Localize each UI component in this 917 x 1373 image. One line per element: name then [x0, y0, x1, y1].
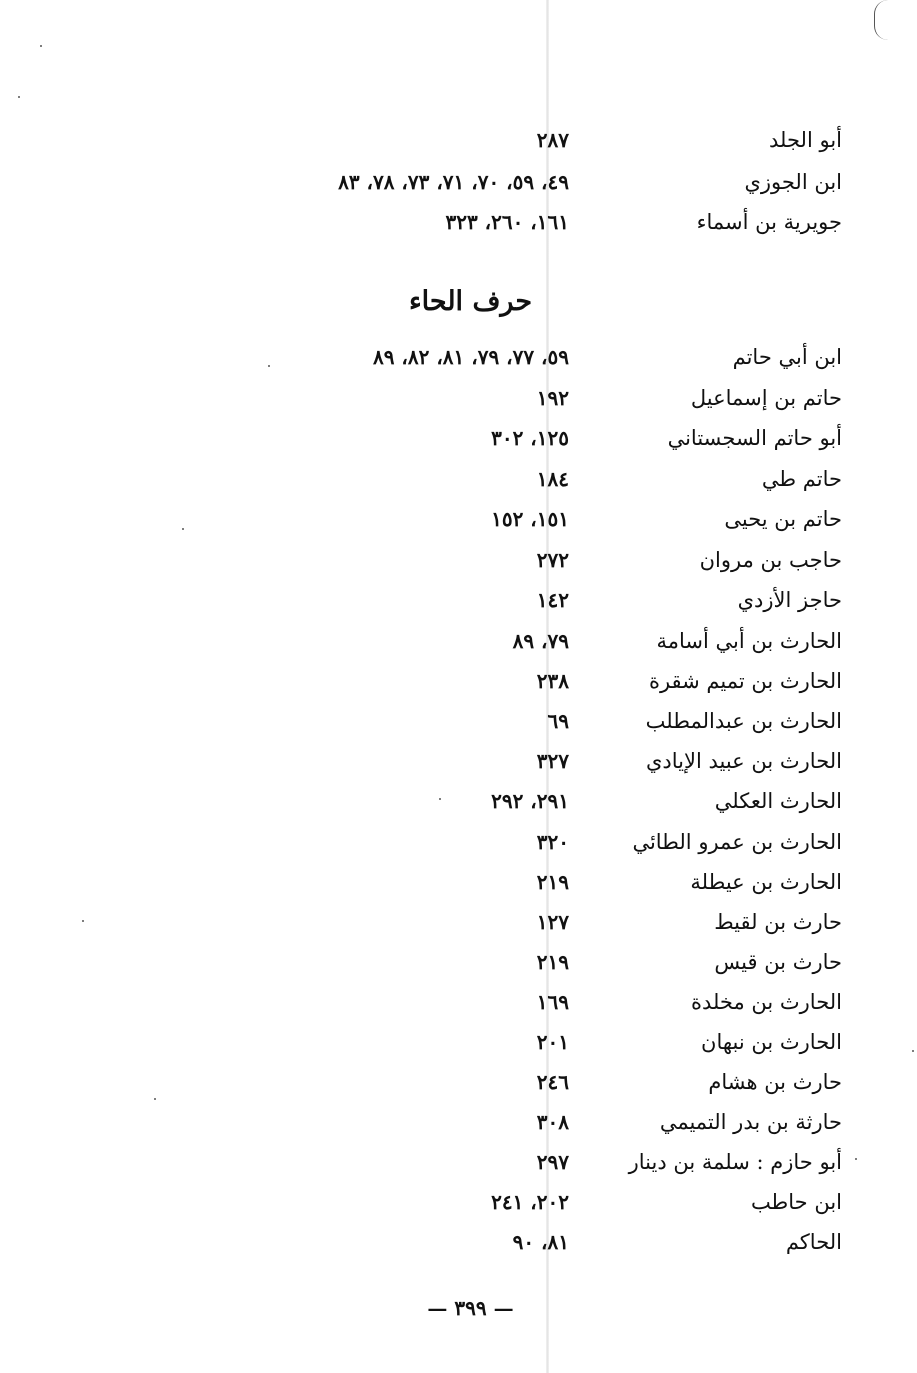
entry-pages: ١٢٥، ٣٠٢: [491, 426, 569, 450]
entry-pages: ١٩٢: [536, 386, 569, 410]
entry-name: حاتم بن يحيى: [724, 507, 842, 531]
entry-name: الحارث بن عبدالمطلب: [645, 709, 842, 733]
entry-name: الحارث العكلي: [714, 789, 842, 813]
entry-pages: ٤٩، ٥٩، ٧٠، ٧١، ٧٣، ٧٨، ٨٣: [338, 170, 569, 194]
index-entry: [0, 862, 917, 902]
entry-pages: ٧٩، ٨٩: [512, 629, 569, 653]
index-entry: [0, 822, 917, 862]
entry-pages: ٢٠١: [536, 1030, 569, 1054]
entry-name: الحارث بن عيطلة: [690, 870, 842, 894]
entry-name: الحارث بن مخلدة: [690, 990, 842, 1014]
corner-mark: [874, 0, 889, 40]
entry-name: حارث بن لقيط: [714, 910, 842, 934]
index-entry: [0, 337, 917, 377]
entry-name: حارث بن قيس: [714, 950, 842, 974]
entry-name: جويرية بن أسماء: [696, 210, 842, 234]
scan-speck: [154, 1098, 156, 1100]
entry-pages: ٢٩١، ٢٩٢: [491, 789, 569, 813]
scan-speck: [439, 798, 441, 800]
entry-name: حاجب بن مروان: [699, 548, 842, 572]
index-entry: [0, 902, 917, 942]
index-entry: [0, 120, 917, 160]
entry-name: أبو الجلد: [769, 128, 842, 152]
entry-name: ابن أبي حاتم: [732, 345, 842, 369]
index-entry: [0, 942, 917, 982]
page-number: [0, 1292, 917, 1324]
page-number-text: — ٣٩٩ —: [427, 1296, 514, 1320]
index-entry: [0, 661, 917, 701]
entry-pages: ٢٨٧: [536, 128, 569, 152]
section-heading-text: حرف الحاء: [408, 286, 533, 317]
entry-pages: ٢٣٨: [536, 669, 569, 693]
index-entry: [0, 701, 917, 741]
entry-name: حاتم طي: [761, 467, 842, 491]
scan-speck: [912, 1050, 914, 1052]
index-entry: [0, 982, 917, 1022]
scan-speck: [268, 365, 270, 367]
entry-pages: ٢١٩: [536, 870, 569, 894]
entry-name: أبو حازم : سلمة بن دينار: [628, 1150, 842, 1174]
entry-name: الحارث بن عبيد الإيادي: [645, 749, 842, 773]
index-entry: [0, 459, 917, 499]
index-entry: [0, 499, 917, 539]
entry-name: ابن حاطب: [750, 1190, 842, 1214]
entry-pages: ٥٩، ٧٧، ٧٩، ٨١، ٨٢، ٨٩: [372, 345, 569, 369]
entry-pages: ٢٠٢، ٢٤١: [491, 1190, 569, 1214]
index-entry: [0, 1182, 917, 1222]
index-entry: [0, 1062, 917, 1102]
entry-name: حارث بن هشام: [708, 1070, 842, 1094]
entry-pages: ٦٩: [547, 709, 569, 733]
entry-pages: ٨١، ٩٠: [512, 1230, 569, 1254]
entry-pages: ١٢٧: [536, 910, 569, 934]
index-entry: [0, 1222, 917, 1262]
entry-pages: ١٨٤: [536, 467, 569, 491]
entry-name: حارثة بن بدر التميمي: [659, 1110, 842, 1134]
index-entry: [0, 418, 917, 458]
entry-name: الحارث بن عمرو الطائي: [632, 830, 842, 854]
index-entry: [0, 540, 917, 580]
entry-pages: ٢٤٦: [536, 1070, 569, 1094]
scan-speck: [18, 96, 20, 98]
entry-pages: ١٤٢: [536, 588, 569, 612]
entry-name: الحارث بن نبهان: [701, 1030, 842, 1054]
entry-name: أبو حاتم السجستاني: [667, 426, 842, 450]
entry-pages: ٣٠٨: [536, 1110, 569, 1134]
entry-pages: ٣٢٠: [536, 830, 569, 854]
index-entry: [0, 1142, 917, 1182]
index-entry: [0, 621, 917, 661]
entry-pages: ٢٧٢: [536, 548, 569, 572]
entry-pages: ١٦١، ٢٦٠، ٣٢٣: [445, 210, 569, 234]
index-entry: [0, 378, 917, 418]
scan-speck: [182, 528, 184, 530]
entry-pages: ١٥١، ١٥٢: [491, 507, 569, 531]
scan-speck: [855, 1158, 857, 1160]
index-entry: [0, 1022, 917, 1062]
entry-name: حاتم بن إسماعيل: [690, 386, 842, 410]
index-entry: [0, 202, 917, 242]
index-entry: [0, 741, 917, 781]
index-entry: [0, 1102, 917, 1142]
index-entry: [0, 162, 917, 202]
entry-name: حاجز الأزدي: [737, 588, 842, 612]
entry-name: الحارث بن أبي أسامة: [656, 629, 842, 653]
scan-speck: [40, 45, 42, 47]
section-heading: [0, 280, 917, 324]
entry-name: الحاكم: [785, 1230, 842, 1254]
entry-pages: ٢١٩: [536, 950, 569, 974]
scan-speck: [82, 920, 84, 922]
entry-name: ابن الجوزي: [744, 170, 842, 194]
entry-name: الحارث بن تميم شقرة: [648, 669, 842, 693]
entry-pages: ١٦٩: [536, 990, 569, 1014]
index-entry: [0, 580, 917, 620]
entry-pages: ٢٩٧: [536, 1150, 569, 1174]
entry-pages: ٣٢٧: [536, 749, 569, 773]
index-entry: [0, 781, 917, 821]
